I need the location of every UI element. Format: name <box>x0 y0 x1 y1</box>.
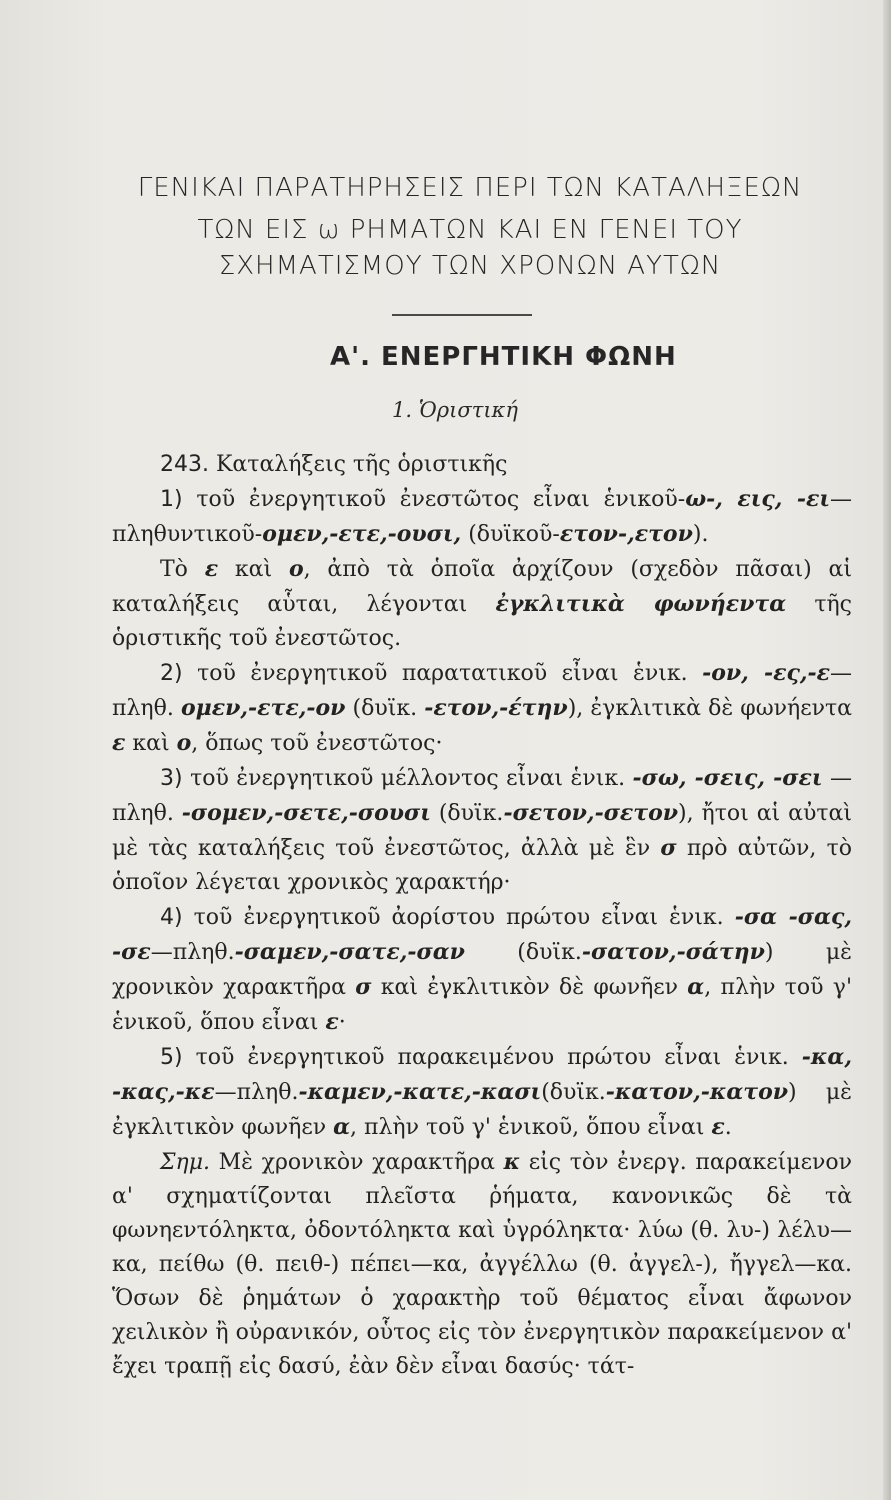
ending-run: ε <box>112 730 126 756</box>
chapter-heading-line-2: ΤΩΝ ΕΙΣ ω ΡΗΜΑΤΩΝ ΚΑΙ ΕΝ ΓΕΝΕΙ ΤΟΥ <box>197 215 743 245</box>
note-paragraph <box>112 1145 852 1384</box>
ending-run: -σω, -σεις, -σει <box>632 765 823 791</box>
text-run: ), ἐγκλιτικὰ δὲ φωνήεντα <box>567 696 852 721</box>
ending-run: -κα, -κας,-κε <box>112 1044 853 1105</box>
subsection-label: Ὁριστική <box>418 398 518 422</box>
text-run: καὶ <box>218 557 289 582</box>
text-run: Μὲ χρονικὸν χαρακτῆρα <box>210 1150 504 1175</box>
ending-run: σ <box>660 835 677 861</box>
text-run: . <box>724 1115 732 1140</box>
text-run: —πληθ. <box>214 1080 299 1105</box>
text-run: ), ἤτοι αἱ αὐταὶ μὲ τὰς καταλήξεις τοῦ ἐνεστῶτος, ἀλλὰ μὲ ἓν <box>112 801 852 861</box>
text-run: εἰς τὸν ἐνεργ. παρακείμενον α' σχηματίζονται πλεῖστα ῥήματα, κανονικῶς δὲ τὰ φωνηεντόληκτα, ὀδοντόληκτα καὶ ὑγρόληκτα· λύω (θ. λυ-) λέλυ—κα, πείθω (θ. πειθ-) πέπει—κα, ἀγγέλλω (θ. ἀγγελ-), ἤγγελ—κα. Ὅσων δὲ ῥημάτων ὁ χαρακτὴρ τοῦ θέματος εἶναι ἄφωνον χειλικὸν ἢ οὐρανικόν, οὗτος εἰς τὸν ἐνεργητικὸν παρακείμενον α' ἔχει τραπῇ εἰς δασύ, ἐὰν δὲν εἶναι δασύς· τάτ- <box>112 1150 852 1379</box>
ending-run: -σατον,-σάτην <box>581 939 765 965</box>
text-run: (δυϊκ. <box>345 696 425 721</box>
ending-run: ετον-,ετον <box>559 521 693 547</box>
ending-run: -ετον,-έτην <box>424 695 568 721</box>
chapter-heading-line-1: ΓΕΝΙΚΑΙ ΠΑΡΑΤΗΡΗΣΕΙΣ ΠΕΡΙ ΤΩΝ ΚΑΤΑΛΗΞΕΩΝ <box>137 173 803 203</box>
subsection-number: 1. <box>392 398 413 422</box>
item-number: 1) <box>160 487 183 512</box>
body-text <box>112 448 852 1384</box>
chapter-heading-line-3: ΣΧΗΜΑΤΙΣΜΟΥ ΤΩΝ ΧΡΟΝΩΝ ΑΥΤΩΝ <box>218 251 722 281</box>
text-run: ). <box>692 522 709 547</box>
text-run: καὶ ἐγκλιτικὸν δὲ φωνῆεν <box>371 975 688 1000</box>
ending-run: α <box>333 1114 351 1140</box>
ending-run: σ <box>355 974 372 1000</box>
text-run: · <box>338 1010 346 1035</box>
text-run: —πληθυντικοῦ- <box>112 487 853 547</box>
text-run: (δυϊκ. <box>430 801 504 826</box>
text-run: καὶ <box>125 731 177 756</box>
ending-run: α <box>687 974 705 1000</box>
ending-run: -σαμεν,-σατε,-σαν <box>234 939 465 965</box>
paragraph-1 <box>112 482 852 552</box>
text-run: πρὸ αὐτῶν, τὸ ὁποῖον λέγεται χρονικὸς χαρακτήρ· <box>112 836 852 895</box>
text-run: Τὸ <box>160 557 205 582</box>
ending-run: -κατον,-κατον <box>605 1079 789 1105</box>
text-run: , πλὴν τοῦ γ' ἑνικοῦ, ὅπου εἶναι <box>112 975 852 1035</box>
text-run: (δυϊκ. <box>464 940 582 965</box>
item-number: 5) <box>160 1045 183 1070</box>
paragraph-number: 243. <box>160 452 209 477</box>
note-label: Σημ. <box>160 1150 211 1175</box>
text-run: —πληθ. <box>112 661 853 721</box>
text-run: τοῦ ἐνεργητικοῦ παρακειμένου πρώτου εἶναι ἑνικ. <box>195 1045 802 1070</box>
subsection-title <box>392 398 518 422</box>
paragraph-4 <box>112 900 852 1040</box>
ending-run: ἐγκλιτικὰ φωνήεντα <box>495 591 787 617</box>
text-run: , πλὴν τοῦ γ' ἑνικοῦ, ὅπου εἶναι <box>350 1115 712 1140</box>
heading-divider <box>392 314 532 316</box>
ending-run: ε <box>711 1114 725 1140</box>
ending-run: ο <box>288 556 304 582</box>
ending-run: -σομεν,-σετε,-σουσι <box>181 800 431 826</box>
text-run: τοῦ ἐνεργητικοῦ ἐνεστῶτος εἶναι ἑνικοῦ- <box>196 487 686 512</box>
ending-run: -καμεν,-κατε,-κασι <box>298 1079 542 1105</box>
text-run: —πληθ. <box>150 940 235 965</box>
item-number: 3) <box>160 766 183 791</box>
paragraph-5 <box>112 1040 852 1145</box>
text-run: (δυϊκ. <box>541 1080 606 1105</box>
text-run: , ὅπως τοῦ ἐνεστῶτος· <box>191 731 443 756</box>
text-run: τοῦ ἐνεργητικοῦ παρατατικοῦ εἶναι ἑνικ. <box>197 661 703 686</box>
page-edge <box>883 0 891 1500</box>
paragraph-1-continued <box>112 552 852 656</box>
item-number: 2) <box>160 661 183 686</box>
ending-run: -σετον,-σετον <box>503 800 679 826</box>
text-run: ) μὲ χρονικὸν χαρακτῆρα <box>112 940 852 1000</box>
text-run: (δυϊκοῦ- <box>461 522 560 547</box>
paragraph-3 <box>112 761 852 900</box>
ending-run: ομεν,-ετε,-ον <box>180 695 346 721</box>
text-run: —πληθ. <box>112 766 853 826</box>
section-title: Α'. ΕΝΕΡΓΗΤΙΚΗ ΦΩΝΗ <box>330 342 677 372</box>
ending-run: ε <box>325 1009 339 1035</box>
text-run: ) μὲ ἐγκλιτικὸν φωνῆεν <box>112 1080 852 1140</box>
ending-run: κ <box>503 1149 521 1175</box>
paragraph-2 <box>112 656 852 761</box>
ending-run: ο <box>176 730 192 756</box>
ending-run: -σα -σας, -σε <box>112 904 853 965</box>
text-run: τοῦ ἐνεργητικοῦ ἀορίστου πρώτου εἶναι ἑνικ. <box>193 905 735 930</box>
ending-run: ομεν,-ετε,-ουσι, <box>262 521 462 547</box>
paragraph-text: Καταλήξεις τῆς ὁριστικῆς <box>215 452 508 477</box>
text-run: τοῦ ἐνεργητικοῦ μέλλοντος εἶναι ἑνικ. <box>190 766 633 791</box>
ending-run: -ον, -ες,-ε <box>702 660 831 686</box>
text-run: τῆς ὁριστικῆς τοῦ ἐνεστῶτος. <box>112 592 852 651</box>
text-run: , ἀπὸ τὰ ὁποῖα ἀρχίζουν (σχεδὸν πᾶσαι) αἱ καταλήξεις αὗται, λέγονται <box>112 557 853 617</box>
ending-run: ω-, εις, -ει <box>685 486 831 512</box>
paragraph-243 <box>112 448 852 482</box>
item-number: 4) <box>160 905 183 930</box>
ending-run: ε <box>204 556 219 582</box>
